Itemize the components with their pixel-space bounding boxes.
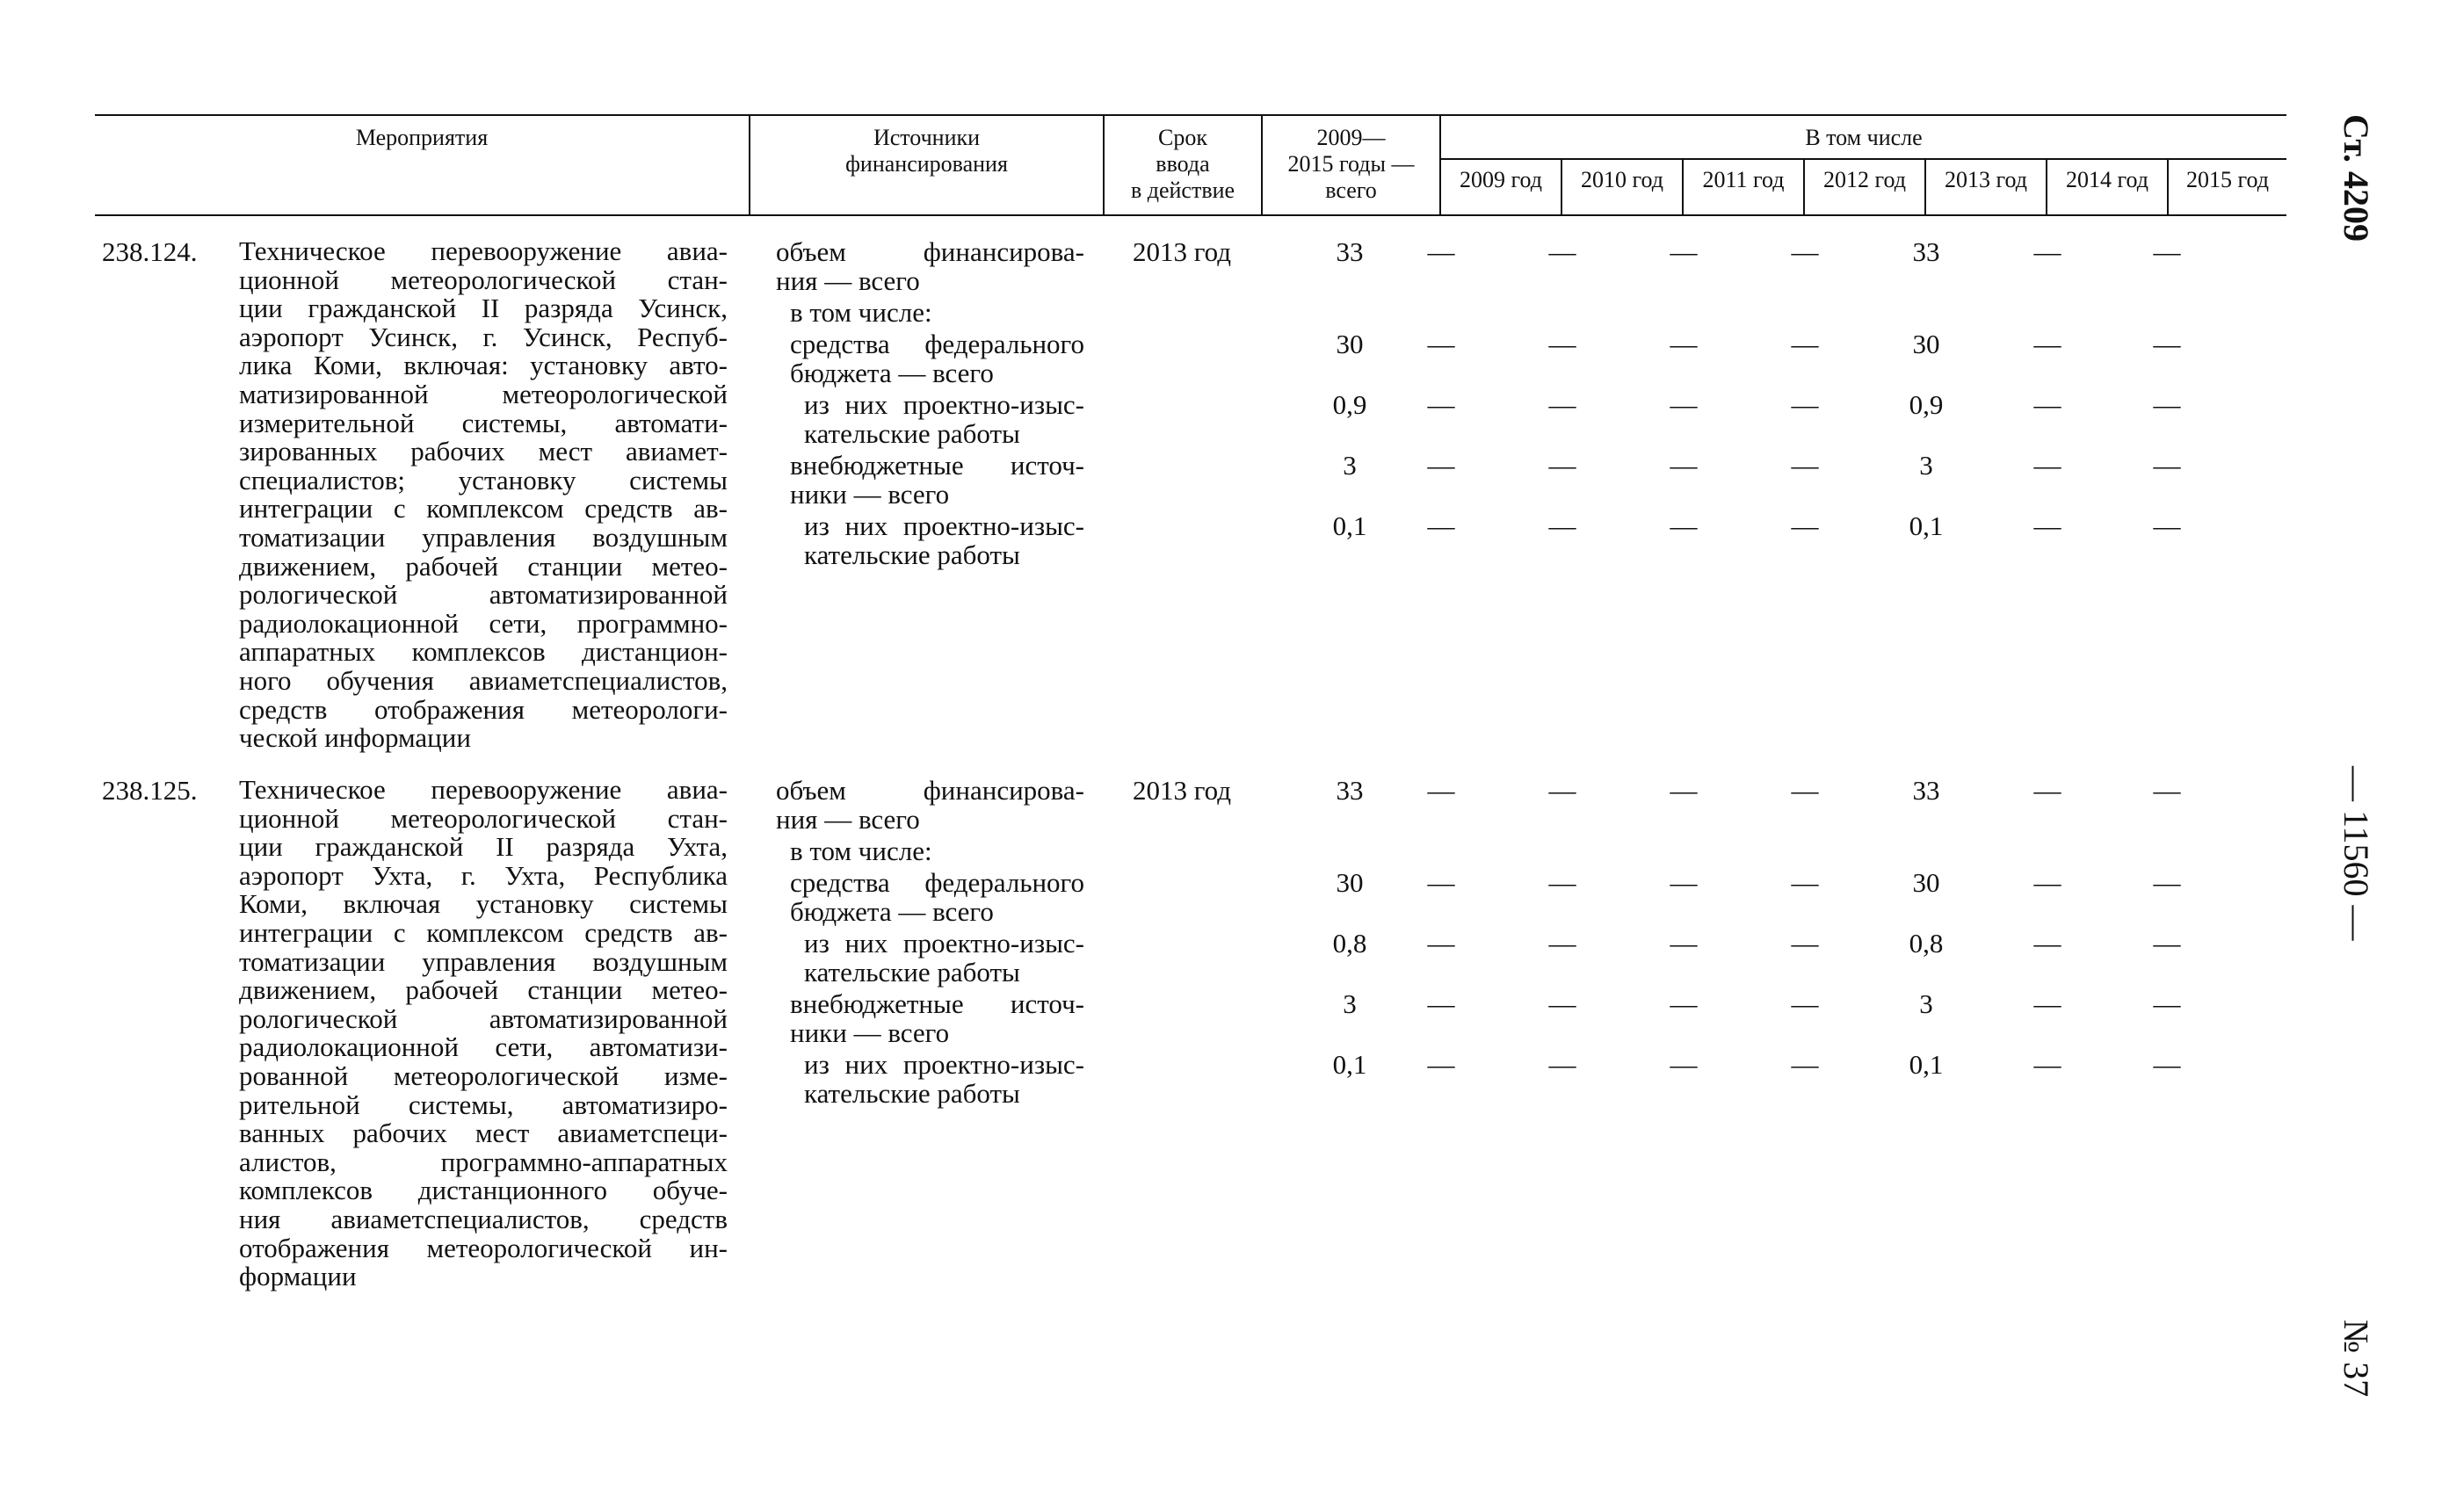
year-value-cell: — <box>1548 988 1576 1019</box>
header-year: 2012 год <box>1823 167 1906 192</box>
source-label-line: ния — всего <box>776 265 920 296</box>
source-label-line: кательские работы <box>804 1078 1020 1109</box>
description-line: ционной метеорологической стан- <box>239 802 728 834</box>
year-value-cell: — <box>2033 236 2061 267</box>
year-value-cell: — <box>2033 867 2061 898</box>
source-label <box>790 868 1084 926</box>
year-value-cell: — <box>2153 329 2181 359</box>
description-line: формации <box>239 1261 357 1292</box>
total-cell: 30 <box>1336 867 1364 898</box>
description-line: томатизации управления воздушным <box>239 945 728 977</box>
year-value-cell: — <box>1548 928 1576 959</box>
year-value-cell: — <box>2033 1049 2061 1080</box>
year-value-cell: — <box>2033 988 2061 1019</box>
year-value-cell: 3 <box>1919 450 1933 481</box>
year-value-cell: — <box>1548 389 1576 420</box>
year-value-cell: — <box>1548 450 1576 481</box>
year-value-cell: — <box>2153 510 2181 541</box>
header-total-line: 2015 годы — <box>1287 151 1415 177</box>
header-term-line: Срок <box>1158 125 1207 150</box>
year-value-cell: — <box>2033 928 2061 959</box>
header-total <box>1263 125 1439 204</box>
description-line: радиолокационной сети, автоматизи- <box>239 1031 728 1063</box>
year-value-cell: — <box>1427 236 1455 267</box>
source-label-line: внебюджетные источ- <box>790 988 1084 1019</box>
description-line: ния авиаметспециалистов, средств <box>239 1203 728 1234</box>
source-label-line: средства федерального <box>790 867 1084 898</box>
year-value-cell: — <box>1670 988 1698 1019</box>
year-value-cell: 0,8 <box>1909 928 1944 959</box>
description-line: интеграции с комплексом средств ав- <box>239 493 728 524</box>
header-measures: Мероприятия <box>355 125 489 150</box>
description-line: рительной системы, автоматизиро- <box>239 1089 728 1120</box>
source-label <box>776 776 1084 834</box>
source-label <box>804 1050 1084 1108</box>
margin-page-ref: Ст. 4209 <box>2337 114 2376 242</box>
year-value-cell: — <box>1670 775 1698 806</box>
source-label-line: кательские работы <box>804 539 1020 570</box>
year-value-cell: — <box>1791 450 1819 481</box>
total-cell: 0,8 <box>1332 928 1367 959</box>
term-cell: 2013 год <box>1132 775 1232 806</box>
year-value-cell: — <box>1427 867 1455 898</box>
year-value-cell: — <box>1791 1049 1819 1080</box>
source-label-line: ники — всего <box>790 479 950 510</box>
header-total-line: 2009— <box>1316 125 1386 150</box>
year-value-cell: — <box>1548 1049 1576 1080</box>
description-line: ванных рабочих мест авиаметспеци- <box>239 1118 728 1149</box>
year-value-cell: — <box>1670 389 1698 420</box>
year-value-cell: — <box>1791 928 1819 959</box>
year-value-cell: 3 <box>1919 988 1933 1019</box>
description-line: специалистов; установку системы <box>239 464 728 496</box>
description-line: отображения метеорологической ин- <box>239 1232 728 1263</box>
source-label <box>790 298 1084 327</box>
year-value-cell: — <box>1791 389 1819 420</box>
year-value-cell: — <box>1427 988 1455 1019</box>
header-year: 2011 год <box>1702 167 1785 192</box>
description-line: ческой информации <box>239 722 471 754</box>
margin-issue-number: № 37 <box>2337 1320 2376 1398</box>
description-line: аэропорт Ухта, г. Ухта, Республика <box>239 859 728 891</box>
description-line: измерительной системы, автомати- <box>239 407 728 438</box>
year-value-cell: — <box>1670 329 1698 359</box>
description-line: движением, рабочей станции метео- <box>239 550 728 582</box>
year-value-cell: — <box>1791 236 1819 267</box>
year-value-cell: — <box>2033 389 2061 420</box>
row-number: 238.124. <box>102 236 198 267</box>
description-line: матизированной метеорологической <box>239 378 728 409</box>
header-year: 2013 год <box>1945 167 2027 192</box>
source-label-line: из них проектно-изыс- <box>804 1049 1084 1080</box>
description-line: интеграции с комплексом средств ав- <box>239 916 728 948</box>
year-value-cell: — <box>1670 867 1698 898</box>
year-value-cell: — <box>1427 928 1455 959</box>
header-including: В том числе <box>1805 125 1923 150</box>
description-line: Техническое перевооружение авиа- <box>239 235 728 266</box>
header-year: 2014 год <box>2066 167 2148 192</box>
source-label-line: из них проектно-изыс- <box>804 389 1084 420</box>
header-term <box>1105 125 1261 204</box>
year-value-cell: — <box>2153 389 2181 420</box>
year-value-cell: — <box>1548 510 1576 541</box>
description-line: томатизации управления воздушным <box>239 521 728 553</box>
header-year: 2015 год <box>2186 167 2269 192</box>
header-total-line: всего <box>1325 177 1377 203</box>
description-line: аэропорт Усинск, г. Усинск, Респуб- <box>239 321 728 352</box>
source-label-line: объем финансирова- <box>776 236 1084 267</box>
source-label-line: внебюджетные источ- <box>790 450 1084 481</box>
description-line: Коми, включая установку системы <box>239 888 728 920</box>
description-line: ционной метеорологической стан- <box>239 264 728 295</box>
year-value-cell: — <box>1670 928 1698 959</box>
source-label <box>790 836 1084 865</box>
row-description <box>239 776 728 1291</box>
source-label <box>804 390 1084 448</box>
description-line: движением, рабочей станции метео- <box>239 974 728 1006</box>
year-value-cell: — <box>2033 775 2061 806</box>
year-value-cell: — <box>1427 389 1455 420</box>
total-cell: 0,1 <box>1332 1049 1367 1080</box>
header-bottom-rule <box>95 214 2286 216</box>
source-label-line: ники — всего <box>790 1017 950 1048</box>
year-value-cell: — <box>1791 867 1819 898</box>
header-sources-line: финансирования <box>845 151 1008 177</box>
source-label-line: средства федерального <box>790 329 1084 359</box>
year-value-cell: 30 <box>1912 329 1940 359</box>
total-cell: 30 <box>1336 329 1364 359</box>
total-cell: 33 <box>1336 775 1364 806</box>
year-value-cell: — <box>1548 867 1576 898</box>
year-value-cell: — <box>1670 236 1698 267</box>
year-value-cell: — <box>1670 450 1698 481</box>
total-cell: 0,9 <box>1332 389 1367 420</box>
year-value-cell: — <box>1670 1049 1698 1080</box>
year-value-cell: — <box>1791 988 1819 1019</box>
year-value-cell: — <box>2153 988 2181 1019</box>
source-label <box>776 237 1084 295</box>
year-value-cell: 33 <box>1912 775 1940 806</box>
margin-page-number: — 11560 — <box>2337 766 2376 941</box>
description-line: рологической автоматизированной <box>239 579 728 611</box>
source-label <box>804 929 1084 987</box>
source-label-line: ния — всего <box>776 804 920 835</box>
source-label-line: в том числе: <box>790 297 932 328</box>
year-value-cell: — <box>1791 775 1819 806</box>
year-value-cell: — <box>1670 510 1698 541</box>
year-value-cell: — <box>2153 928 2181 959</box>
year-value-cell: 30 <box>1912 867 1940 898</box>
year-value-cell: — <box>2153 236 2181 267</box>
source-label-line: бюджета — всего <box>790 896 994 927</box>
year-value-cell: 33 <box>1912 236 1940 267</box>
year-value-cell: — <box>1548 775 1576 806</box>
year-value-cell: — <box>1548 329 1576 359</box>
total-cell: 3 <box>1343 988 1357 1019</box>
year-value-cell: — <box>2033 450 2061 481</box>
total-cell: 33 <box>1336 236 1364 267</box>
source-label <box>790 329 1084 387</box>
source-label-line: кательские работы <box>804 418 1020 449</box>
source-label-line: из них проектно-изыс- <box>804 510 1084 541</box>
row-description <box>239 237 728 753</box>
row-number: 238.125. <box>102 775 198 806</box>
source-label <box>790 451 1084 509</box>
year-value-cell: 0,1 <box>1909 510 1944 541</box>
header-term-line: ввода <box>1156 151 1210 177</box>
year-value-cell: — <box>1791 329 1819 359</box>
year-value-cell: 0,9 <box>1909 389 1944 420</box>
source-label-line: объем финансирова- <box>776 775 1084 806</box>
term-cell: 2013 год <box>1132 236 1232 267</box>
description-line: комплексов дистанционного обуче- <box>239 1175 728 1206</box>
description-line: рованной метеорологической изме- <box>239 1060 728 1091</box>
description-line: ции гражданской II разряда Усинск, <box>239 293 728 324</box>
header-sources-line: Источники <box>873 125 981 150</box>
header-top-rule <box>95 114 2286 116</box>
year-value-cell: — <box>2033 510 2061 541</box>
source-label-line: кательские работы <box>804 957 1020 988</box>
source-label-line: из них проектно-изыс- <box>804 928 1084 959</box>
year-value-cell: — <box>1791 510 1819 541</box>
year-value-cell: 0,1 <box>1909 1049 1944 1080</box>
year-value-cell: — <box>2153 775 2181 806</box>
year-value-cell: — <box>2153 1049 2181 1080</box>
source-label-line: в том числе: <box>790 836 932 866</box>
year-value-cell: — <box>2153 450 2181 481</box>
year-value-cell: — <box>1548 236 1576 267</box>
header-year: 2009 год <box>1460 167 1542 192</box>
description-line: рологической автоматизированной <box>239 1002 728 1034</box>
description-line: лика Коми, включая: установку авто- <box>239 350 728 381</box>
header-mid-rule <box>1439 158 2286 160</box>
year-value-cell: — <box>2033 329 2061 359</box>
year-value-cell: — <box>1427 329 1455 359</box>
description-line: средств отображения метеорологи- <box>239 693 728 725</box>
year-value-cell: — <box>1427 775 1455 806</box>
header-year: 2010 год <box>1581 167 1663 192</box>
description-line: радиолокационной сети, программно- <box>239 607 728 639</box>
header-sources <box>750 125 1103 177</box>
total-cell: 3 <box>1343 450 1357 481</box>
year-value-cell: — <box>1427 510 1455 541</box>
year-value-cell: — <box>2153 867 2181 898</box>
source-label-line: бюджета — всего <box>790 358 994 388</box>
total-cell: 0,1 <box>1332 510 1367 541</box>
source-label <box>790 989 1084 1047</box>
source-label <box>804 511 1084 569</box>
description-line: алистов, программно-аппаратных <box>239 1146 728 1177</box>
year-value-cell: — <box>1427 450 1455 481</box>
year-value-cell: — <box>1427 1049 1455 1080</box>
description-line: ного обучения авиаметспециалистов, <box>239 664 728 696</box>
description-line: аппаратных комплексов дистанцион- <box>239 636 728 668</box>
description-line: зированных рабочих мест авиамет- <box>239 436 728 467</box>
description-line: Техническое перевооружение авиа- <box>239 774 728 805</box>
header-term-line: в действие <box>1130 177 1235 203</box>
description-line: ции гражданской II разряда Ухта, <box>239 831 728 863</box>
